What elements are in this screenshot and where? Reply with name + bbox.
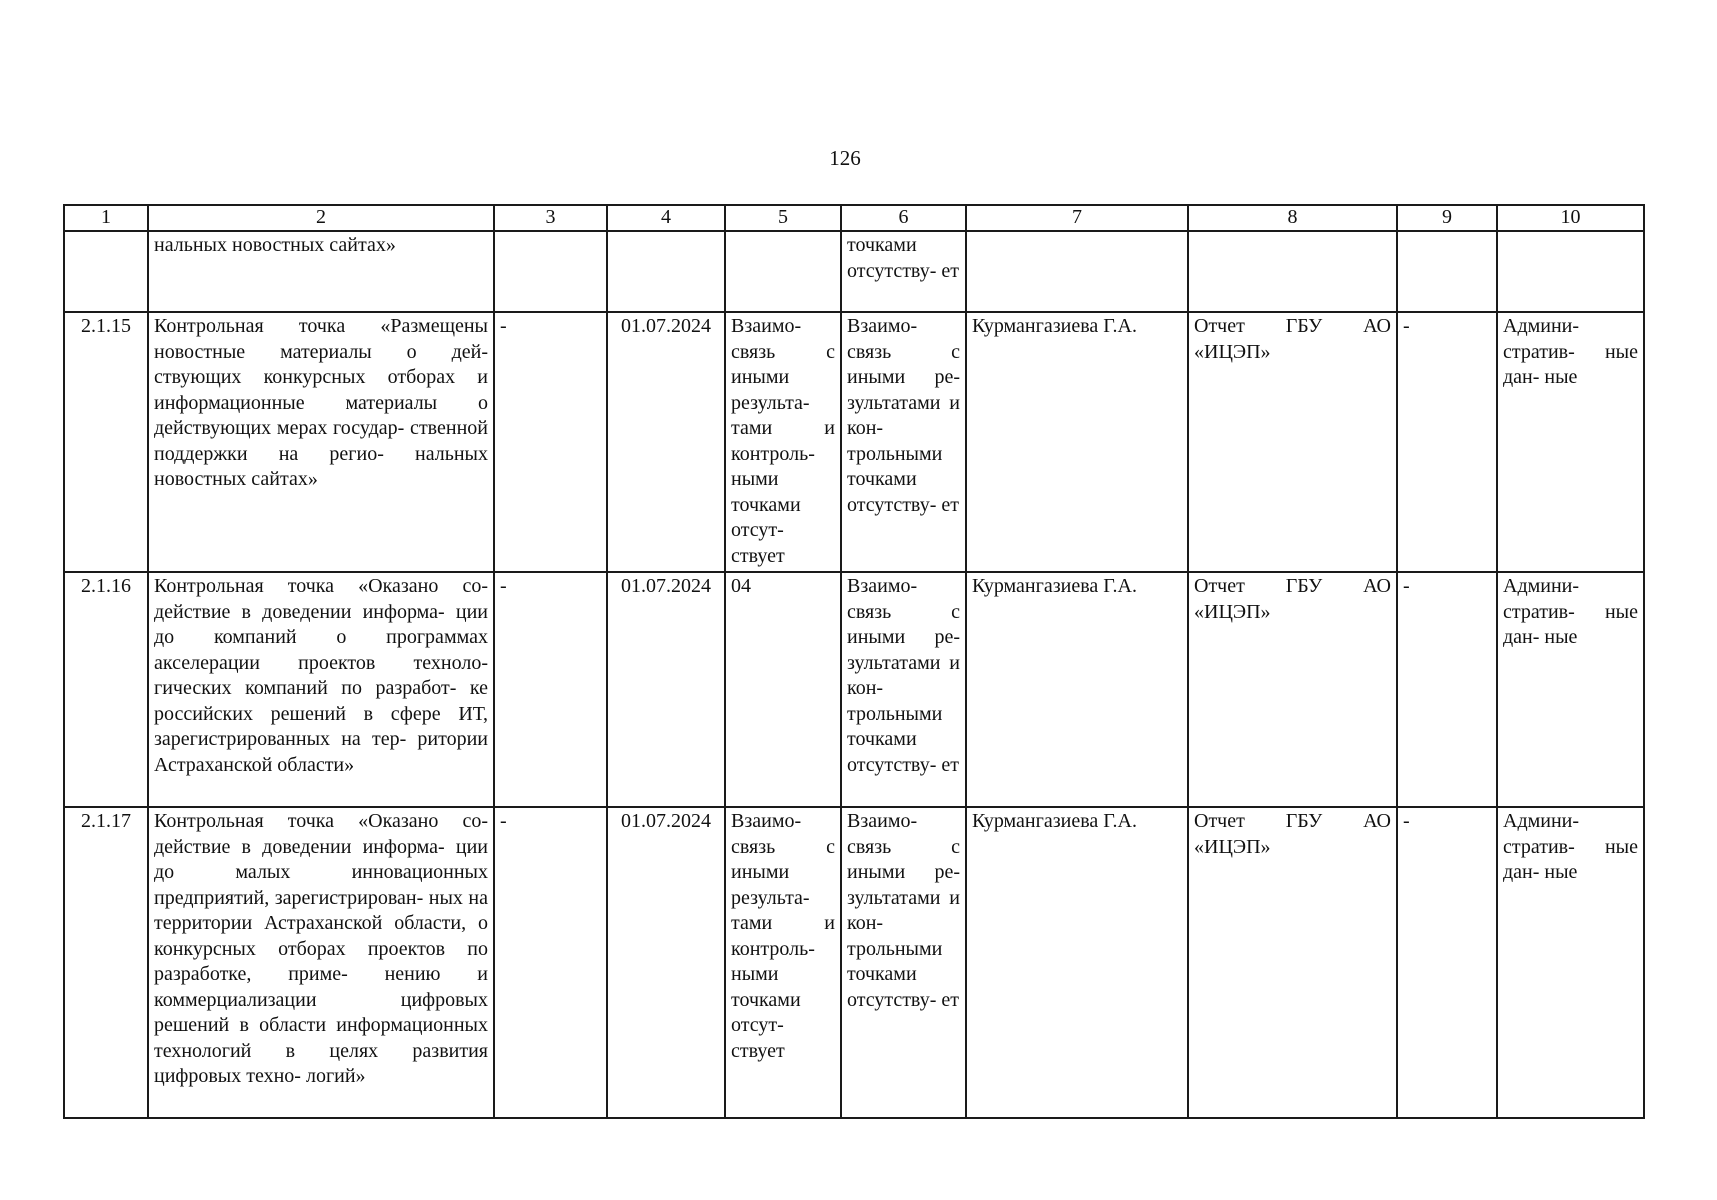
column-5-cell: Взаимо- связь с иными результа- тами и контроль- ными точками отсут- ствует [725,312,841,572]
column-9-cell: - [1397,312,1497,572]
column-header: 1 [64,205,148,231]
control-points-table [63,204,1645,1119]
event-name: Контрольная точка «Размещены новостные материалы о дей- ствующих конкурсных отборах и информационные материалы о действующих мерах государ- ственной поддержки на регио- нальных новостных сайтах» [148,312,494,572]
page-number: 126 [829,146,861,170]
column-5-cell: 04 [725,572,841,807]
table-row [64,572,1644,807]
table-row [64,312,1644,572]
data-source: Админи- стратив- ные дан- ные [1497,572,1644,807]
table-row [64,807,1644,1118]
column-header: 4 [607,205,725,231]
column-9-cell: - [1397,807,1497,1118]
column-header: 9 [1397,205,1497,231]
column-header: 3 [494,205,607,231]
column-9-cell: - [1397,572,1497,807]
data-source: Админи- стратив- ные дан- ные [1497,312,1644,572]
deadline-date: 01.07.2024 [607,572,725,807]
result-document: Отчет ГБУ АО «ИЦЭП» [1188,807,1397,1118]
row-number: 2.1.16 [64,572,148,807]
deadline-date [607,231,725,312]
column-9-cell [1397,231,1497,312]
column-5-cell: Взаимо- связь с иными результа- тами и контроль- ными точками отсут- ствует [725,807,841,1118]
table-header-row [64,205,1644,231]
column-header: 7 [966,205,1188,231]
column-6-cell: точками отсутству- ет [841,231,966,312]
column-5-cell [725,231,841,312]
column-header: 5 [725,205,841,231]
deadline-date: 01.07.2024 [607,312,725,572]
column-header: 6 [841,205,966,231]
predecessor-cell: - [494,572,607,807]
column-6-cell: Взаимо- связь с иными ре- зультатами и кон- трольными точками отсутству- ет [841,807,966,1118]
column-6-cell: Взаимо- связь с иными ре- зультатами и кон- трольными точками отсутству- ет [841,312,966,572]
column-header: 10 [1497,205,1644,231]
responsible-person [966,231,1188,312]
table-row-continuation [64,231,1644,312]
data-source: Админи- стратив- ные дан- ные [1497,807,1644,1118]
predecessor-cell [494,231,607,312]
predecessor-cell: - [494,807,607,1118]
result-document [1188,231,1397,312]
event-name: нальных новостных сайтах» [148,231,494,312]
responsible-person: Курмангазиева Г.А. [966,572,1188,807]
data-source [1497,231,1644,312]
column-header: 2 [148,205,494,231]
result-document: Отчет ГБУ АО «ИЦЭП» [1188,572,1397,807]
predecessor-cell: - [494,312,607,572]
responsible-person: Курмангазиева Г.А. [966,312,1188,572]
column-6-cell: Взаимо- связь с иными ре- зультатами и кон- трольными точками отсутству- ет [841,572,966,807]
event-name: Контрольная точка «Оказано со- действие в доведении информа- ции до малых инновационных предприятий, зарегистрирован- ных на территории Астраханской области, о конкурсных отборах проектов по разработке, приме- нению и коммерциализации цифровых решений в области информационных технологий в целях развития цифровых техно- логий» [148,807,494,1118]
responsible-person: Курмангазиева Г.А. [966,807,1188,1118]
deadline-date: 01.07.2024 [607,807,725,1118]
result-document: Отчет ГБУ АО «ИЦЭП» [1188,312,1397,572]
row-number: 2.1.17 [64,807,148,1118]
row-number: 2.1.15 [64,312,148,572]
column-header: 8 [1188,205,1397,231]
row-number [64,231,148,312]
event-name: Контрольная точка «Оказано со- действие в доведении информа- ции до компаний о программах акселерации проектов техноло- гических компаний по разработ- ке российских решений в сфере ИТ, зарегистрированных на тер- ритории Астраханской области» [148,572,494,807]
